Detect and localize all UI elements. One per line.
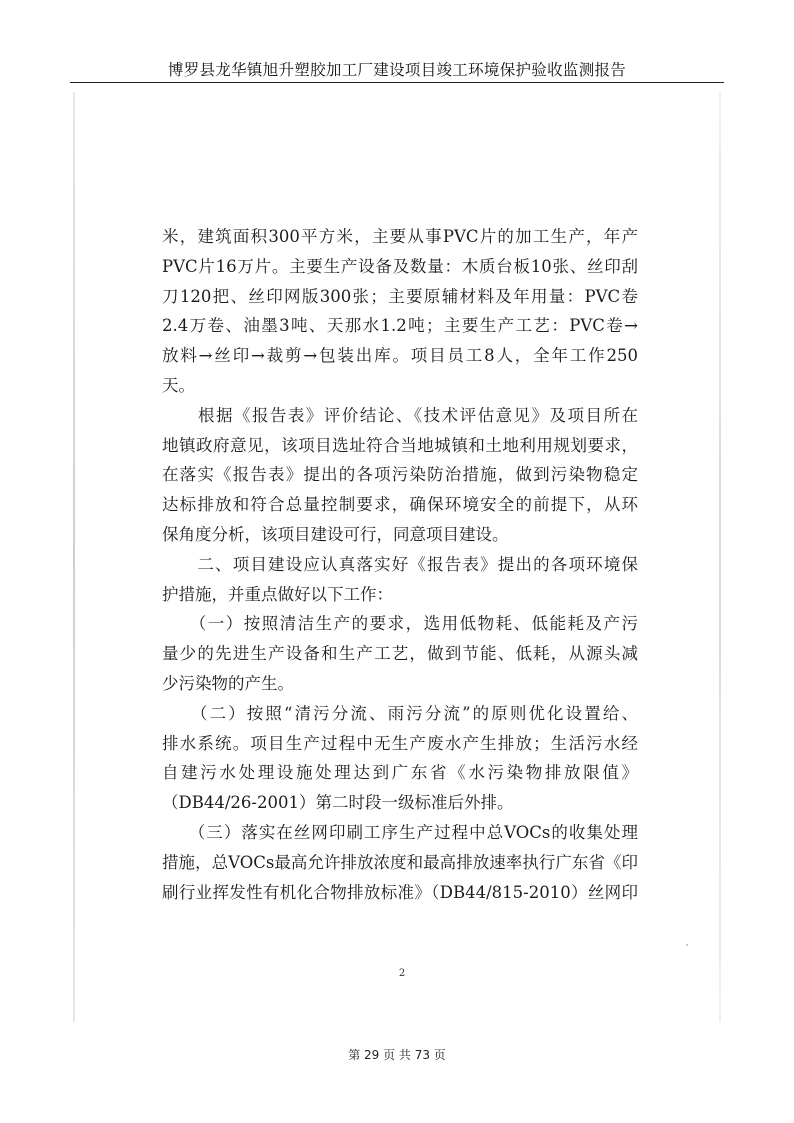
body-line: 2.4万卷、油墨3吨、天那水1.2吨；主要生产工艺：PVC卷→ xyxy=(162,316,638,336)
body-line: 根据《报告表》评价结论、《技术评估意见》及项目所在 xyxy=(162,405,638,425)
header-rule xyxy=(70,82,724,83)
body-line: 护措施，并重点做好以下工作： xyxy=(162,584,393,604)
body-line: 保角度分析，该项目建设可行，同意项目建设。 xyxy=(162,524,509,544)
running-header: 博罗县龙华镇旭升塑胶加工厂建设项目竣工环境保护验收监测报告 xyxy=(167,61,627,79)
body-line: 米，建筑面积300平方米，主要从事PVC片的加工生产，年产 xyxy=(162,227,638,246)
body-line: （一）按照清洁生产的要求，选用低物耗、低能耗及产污 xyxy=(162,614,638,634)
body-line: 少污染物的产生。 xyxy=(162,673,294,693)
body-line: 达标排放和符合总量控制要求，确保环境安全的前提下，从环 xyxy=(162,495,638,515)
body-line: 自建污水处理设施处理达到广东省《水污染物排放限值》 xyxy=(162,763,638,783)
scan-speck xyxy=(686,944,688,946)
body-line: 量少的先进生产设备和生产工艺，做到节能、低耗，从源头减 xyxy=(162,644,638,664)
body-line: 刀120把、丝印网版300张；主要原辅材料及年用量：PVC卷 xyxy=(162,286,638,306)
scan-edge-right xyxy=(719,92,721,1022)
body-line: 天。 xyxy=(162,375,195,395)
body-line: 地镇政府意见，该项目选址符合当地城镇和土地利用规划要求， xyxy=(162,435,638,455)
body-line: （DB44/26-2001）第二时段一级标准后外排。 xyxy=(162,793,514,813)
body-line: 措施，总VOCs最高允许排放浓度和最高排放速率执行广东省《印 xyxy=(162,852,638,872)
body-line: 排水系统。项目生产过程中无生产废水产生排放；生活污水经 xyxy=(162,733,638,753)
body-line: （三）落实在丝网印刷工序生产过程中总VOCs的收集处理 xyxy=(162,822,638,842)
body-line: PVC片16万片。主要生产设备及数量：木质台板10张、丝印刮 xyxy=(162,256,638,276)
body-text xyxy=(162,222,638,907)
scan-edge-left xyxy=(73,92,75,1022)
scan-page-number: 2 xyxy=(398,968,406,979)
body-line: 刷行业挥发性有机化合物排放标准》（DB44/815-2010）丝网印 xyxy=(162,882,638,902)
body-line: 在落实《报告表》提出的各项污染防治措施，做到污染物稳定 xyxy=(162,465,638,485)
body-line: （二）按照“清污分流、雨污分流”的原则优化设置给、 xyxy=(162,703,638,723)
page-footer: 第 29 页 共 73 页 xyxy=(348,1048,446,1062)
body-line: 放料→丝印→裁剪→包装出库。项目员工8人，全年工作250 xyxy=(162,346,638,366)
body-line: 二、项目建设应认真落实好《报告表》提出的各项环境保 xyxy=(162,554,638,574)
